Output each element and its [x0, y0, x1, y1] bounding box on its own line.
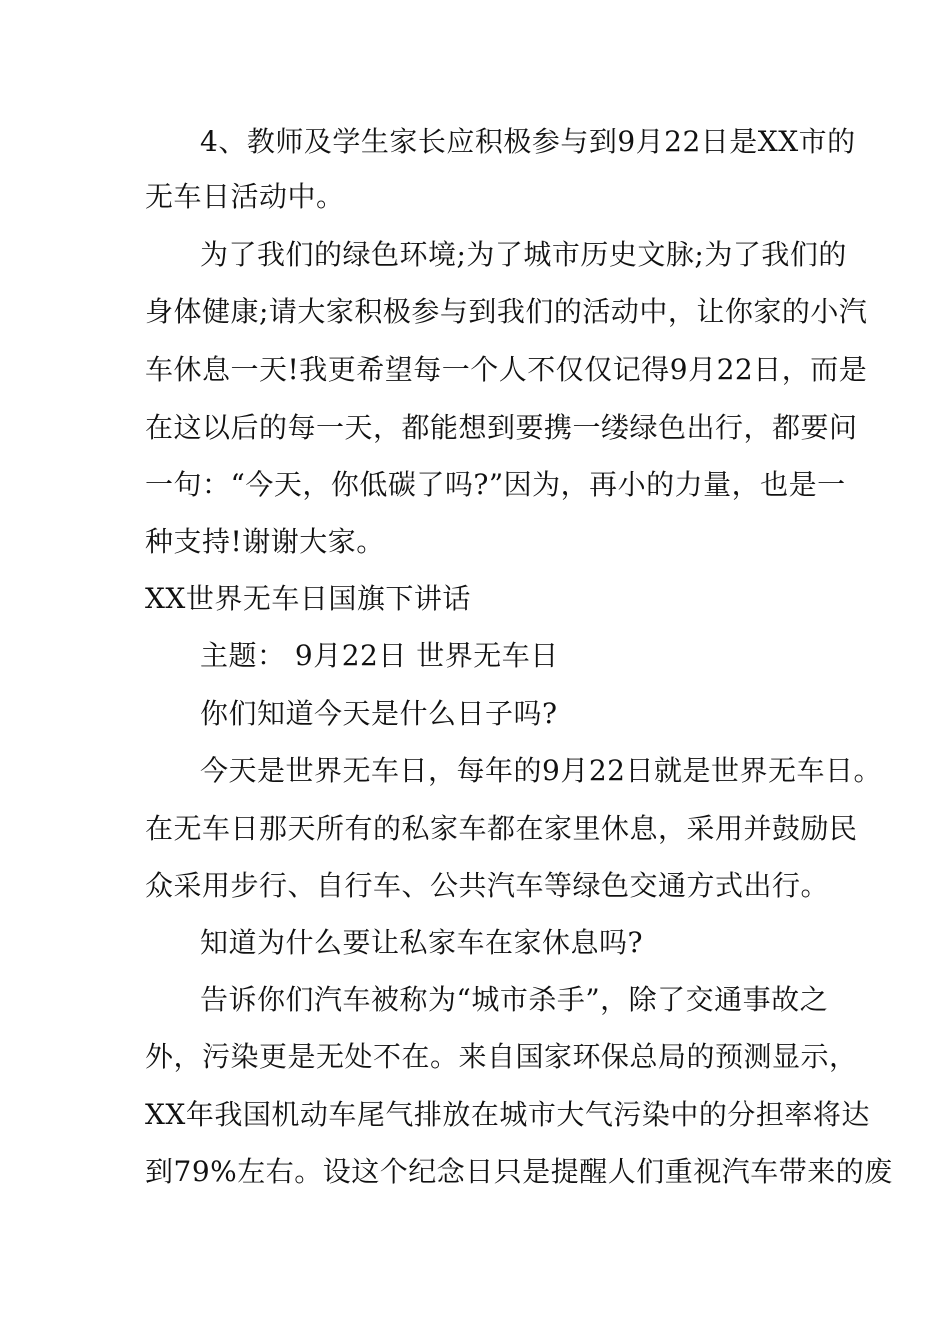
- paragraph-line: 在无车日那天所有的私家车都在家里休息，采用并鼓励民: [145, 812, 858, 845]
- paragraph-line: XX年我国机动车尾气排放在城市大气污染中的分担率将达: [145, 1098, 870, 1131]
- paragraph-line: 知道为什么要让私家车在家休息吗?: [200, 926, 644, 959]
- paragraph-line: 告诉你们汽车被称为“城市杀手”，除了交通事故之: [200, 983, 829, 1016]
- paragraph-line: 4、教师及学生家长应积极参与到9月22日是XX市的: [200, 125, 856, 158]
- paragraph-line: 车休息一天!我更希望每一个人不仅仅记得9月22日，而是: [145, 353, 868, 386]
- section-title: XX世界无车日国旗下讲话: [145, 582, 471, 615]
- paragraph-line: 你们知道今天是什么日子吗?: [200, 697, 558, 730]
- paragraph-line: 今天是世界无车日，每年的9月22日就是世界无车日。: [200, 754, 882, 787]
- paragraph-line: 无车日活动中。: [145, 180, 345, 213]
- paragraph-line: 外，污染更是无处不在。来自国家环保总局的预测显示，: [145, 1040, 858, 1073]
- paragraph-line: 在这以后的每一天，都能想到要携一缕绿色出行，都要问: [145, 411, 858, 444]
- paragraph-line: 种支持!谢谢大家。: [145, 525, 385, 558]
- paragraph-line: 一句：“今天，你低碳了吗?”因为，再小的力量，也是一: [145, 468, 846, 501]
- paragraph-line: 为了我们的绿色环境;为了城市历史文脉;为了我们的: [200, 238, 847, 271]
- topic-line: 主题： 9月22日 世界无车日: [200, 639, 559, 672]
- paragraph-line: 众采用步行、自行车、公共汽车等绿色交通方式出行。: [145, 869, 830, 902]
- paragraph-line: 身体健康;请大家积极参与到我们的活动中，让你家的小汽: [145, 295, 868, 328]
- paragraph-line: 到79%左右。设这个纪念日只是提醒人们重视汽车带来的废: [145, 1155, 893, 1188]
